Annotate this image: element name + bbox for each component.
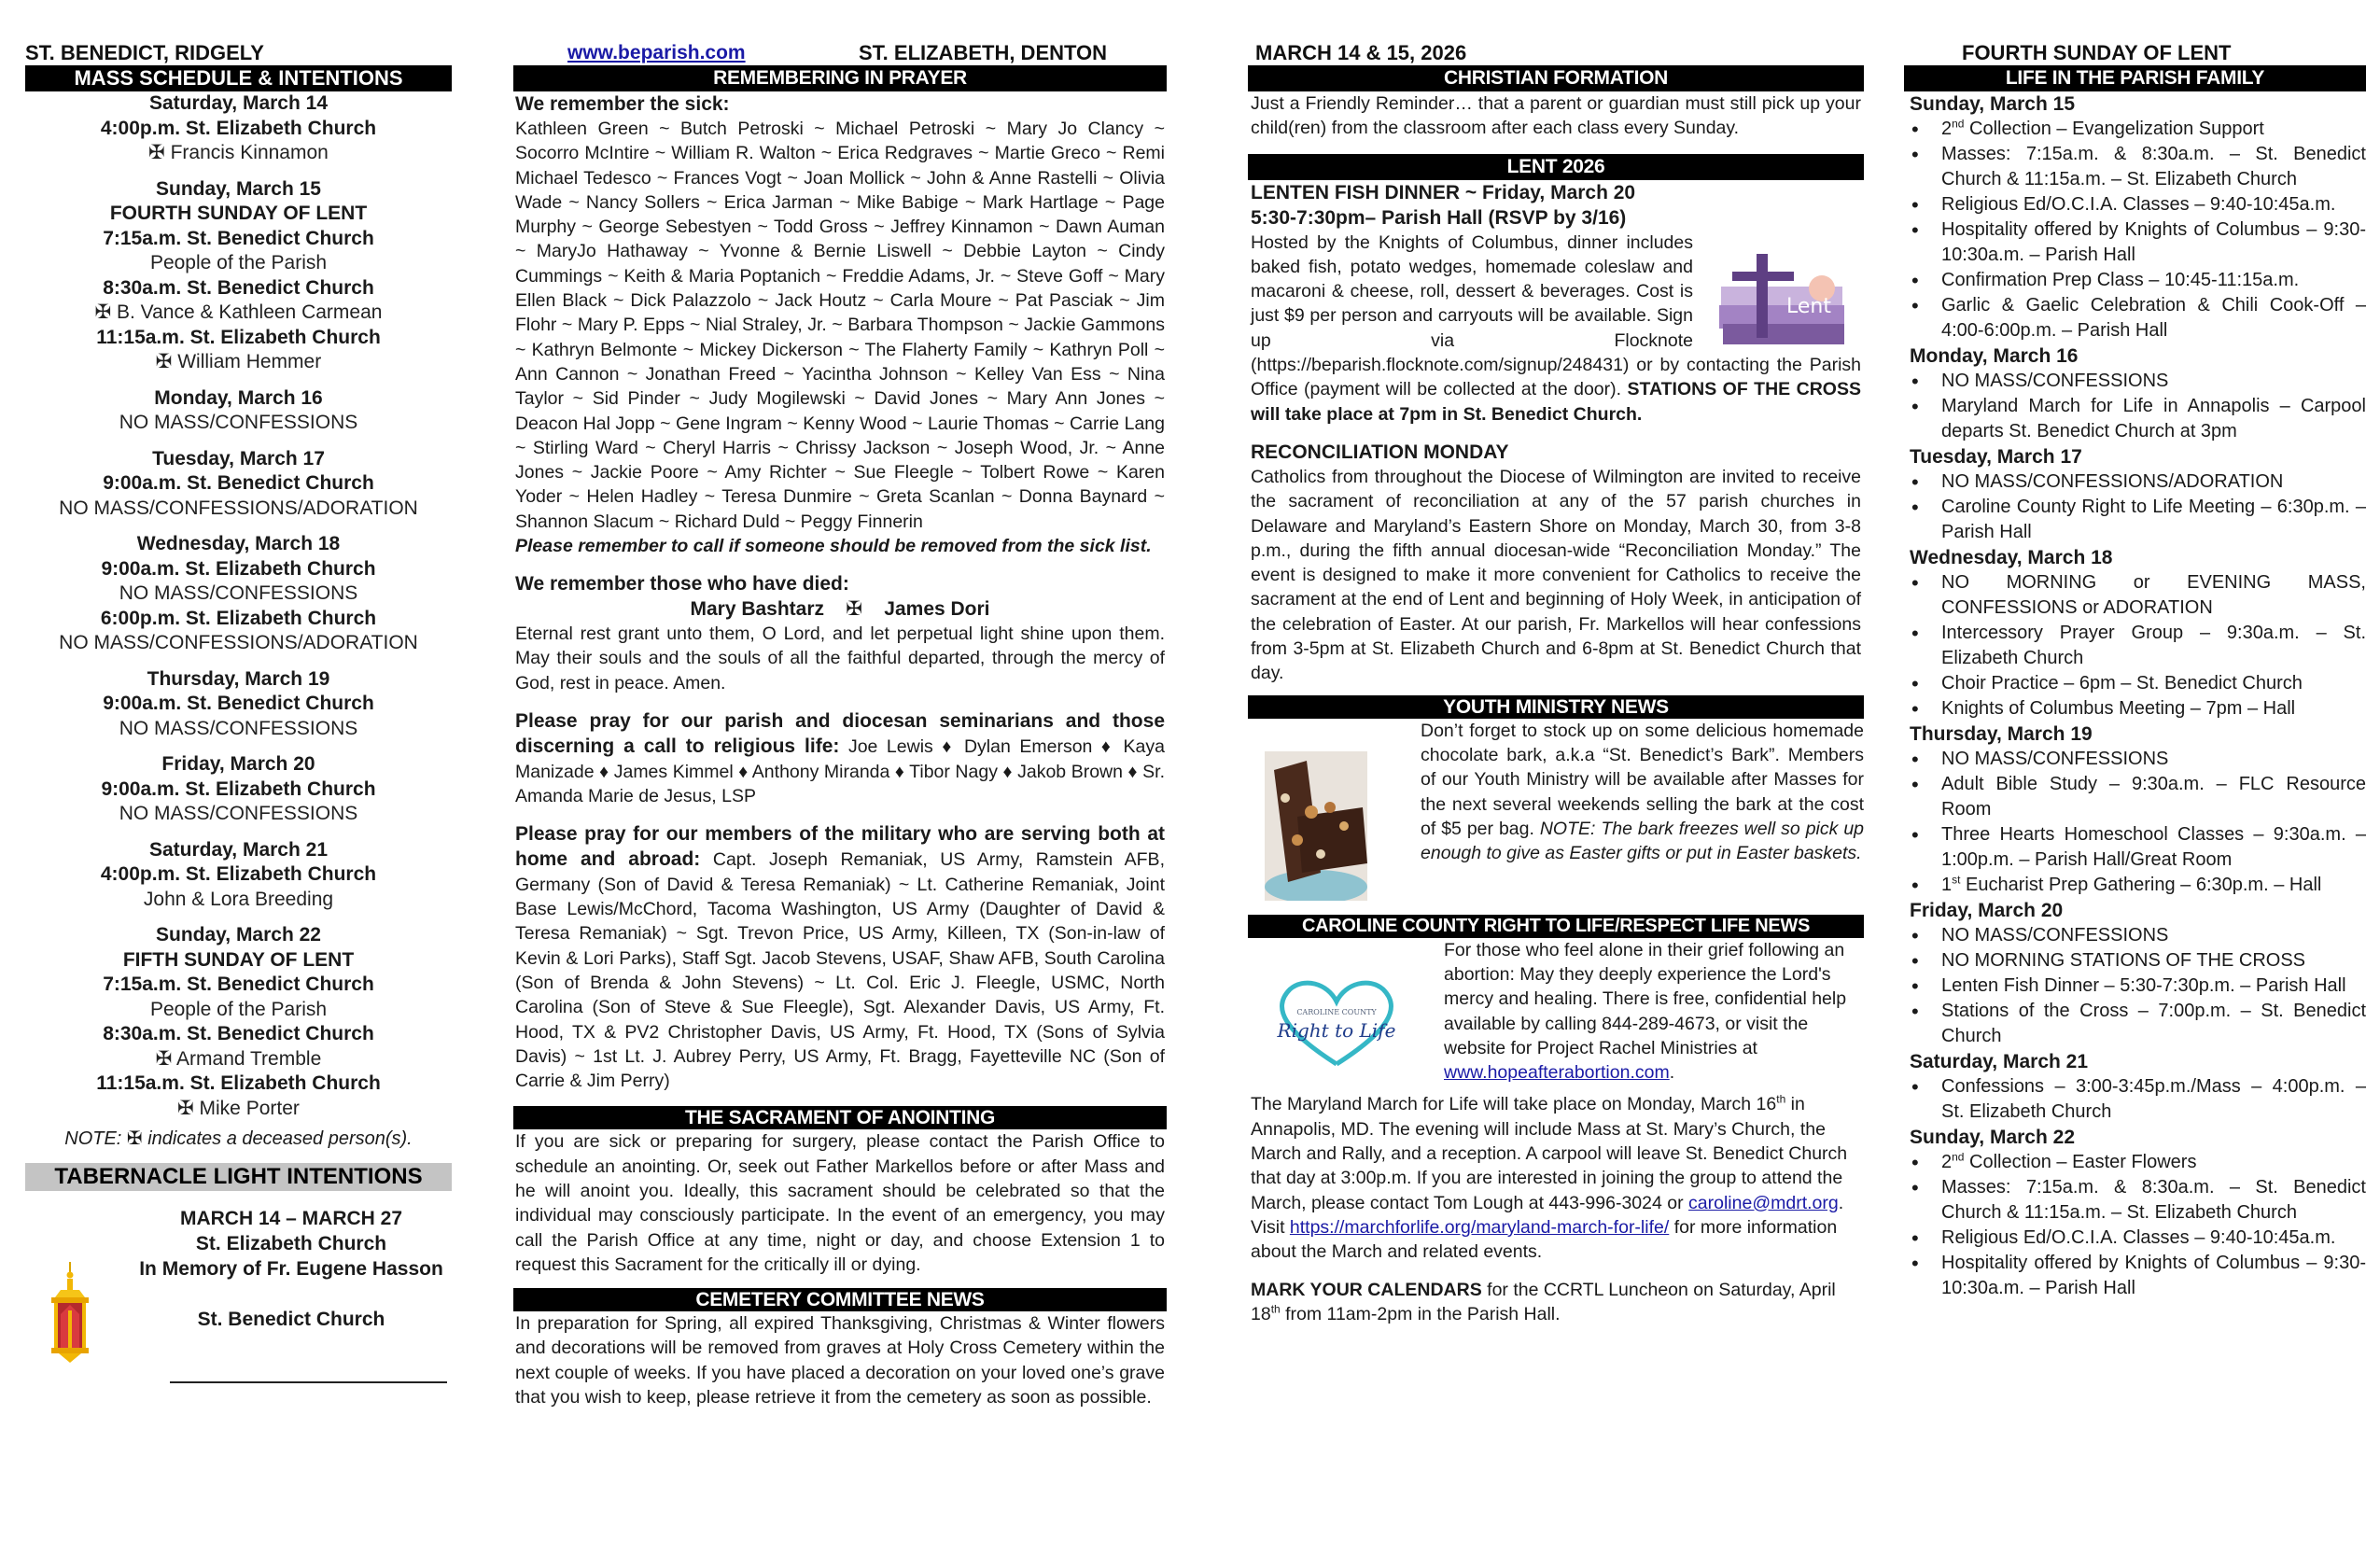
event-item: • Adult Bible Study – 9:30a.m. – FLC Resource Room [1932,772,2366,822]
event-day-heading: Monday, March 16 [1910,345,2079,367]
anointing-heading: THE SACRAMENT OF ANOINTING [513,1106,1167,1129]
stations-notice: STATIONS OF THE CROSS will take place at 7pm in St. Benedict Church. [1251,379,1861,425]
parish-events-list [1904,91,2366,1301]
youth-ministry-heading: YOUTH MINISTRY NEWS [1248,695,1864,719]
sick-heading: We remember the sick: [515,93,730,115]
fish-dinner-heading: LENTEN FISH DINNER ~ Friday, March 20 [1251,181,1636,203]
mass-time: 4:00p.m. St. Elizabeth Church [100,117,377,139]
mass-schedule-list [25,91,452,1121]
event-item: • Religious Ed/O.C.I.A. Classes – 9:40-10:45a.m. [1932,192,2366,217]
cemetery-heading: CEMETERY COMMITTEE NEWS [513,1288,1167,1311]
event-item: • Intercessory Prayer Group – 9:30a.m. – St. Elizabeth Church [1932,621,2366,671]
mass-time: 4:00p.m. St. Elizabeth Church [100,863,377,885]
parish-family-column [1904,0,2366,1301]
schedule-day-title: Tuesday, March 17 [152,447,325,469]
svg-text:Lent: Lent [1786,294,1831,318]
parish-name-denton: ST. ELIZABETH, DENTON [859,41,1108,64]
tabernacle-church-1: St. Elizabeth Church [195,1233,387,1254]
svg-text:CAROLINE COUNTY: CAROLINE COUNTY [1296,1007,1377,1016]
life-in-parish-heading: LIFE IN THE PARISH FAMILY [1904,65,2366,91]
mass-intention: People of the Parish [149,252,328,273]
eternal-rest-prayer: Eternal rest grant unto them, O Lord, and let perpetual light shine upon them. May their souls and the souls of all the faithful departed, through the mercy of God, rest in peace. Amen. [515,623,1165,693]
event-item: • Stations of the Cross – 7:00p.m. – St. Benedict Church [1932,999,2366,1049]
march-for-life-text: The Maryland March for Life will take place on Monday, March 16th in Annapolis, MD. The evening will include Mass at St. Mary’s Church, the March and Rally, and a reception. A carpool will leave St. Benedict Church that day at 3:00p.m. If you are interested in joining the group to attend the March, please contact Tom Lough at 443-996-3024 or caroline@mdrt.org. Visit https://marchforlife.org/maryland-march-for-life/ for more information about the March and related events. [1251,1092,1848,1263]
event-list [1910,469,2366,545]
formation-column [1248,0,1864,1326]
mass-time: 9:00a.m. St. Benedict Church [103,472,374,494]
mass-intention: NO MASS/CONFESSIONS/ADORATION [59,632,418,653]
fish-dinner-time: 5:30-7:30pm– Parish Hall (RSVP by 3/16) [1251,206,1627,229]
fish-dinner-text: Hosted by the Knights of Columbus, dinner includes baked fish, potato wedges, homemade coleslaw and macaroni & cheese, roll, dessert & beverages. Cost is just $9 per person and carryouts will be available. Sign up via Flocknote (https://beparish.flocknote.com/signup/248431) or by contacting the Parish Office (payment will be collected at the door). STATIONS OF THE CROSS will take place at 7pm in St. Benedict Church. [1251,231,1861,425]
mass-intention: ✠ Francis Kinnamon [148,142,329,163]
schedule-day [25,752,452,827]
event-list [1910,369,2366,444]
tabernacle-section [25,1204,452,1391]
event-item: • Knights of Columbus Meeting – 7pm – Hall [1932,696,2366,721]
mass-time: 9:00a.m. St. Elizabeth Church [101,557,376,580]
event-item: • Masses: 7:15a.m. & 8:30a.m. – St. Benedict Church & 11:15a.m. – St. Elizabeth Church [1932,1175,2366,1226]
event-item: • Choir Practice – 6pm – St. Benedict Church [1932,671,2366,696]
tabernacle-intention-1: In Memory of Fr. Eugene Hasson [139,1258,443,1280]
schedule-day [25,386,452,436]
liturgical-sunday-label: FOURTH SUNDAY OF LENT [1962,41,2232,64]
mass-time: 6:00p.m. St. Elizabeth Church [100,607,377,629]
schedule-day [25,532,452,656]
event-day-heading: Sunday, March 15 [1910,93,2076,115]
mass-intention: NO MASS/CONFESSIONS/ADORATION [59,497,418,519]
event-item: • Caroline County Right to Life Meeting – 6:30p.m. – Parish Hall [1932,495,2366,545]
christian-formation-heading: CHRISTIAN FORMATION [1248,65,1864,91]
remembering-column [513,0,1167,1409]
event-day-heading: Saturday, March 21 [1910,1051,2089,1072]
seminarians-heading: Please pray for our parish and diocesan seminarians and those discerning a call to religious life: [515,709,1165,758]
mass-intention: NO MASS/CONFESSIONS [119,803,358,824]
mass-intention: ✠ B. Vance & Kathleen Carmean [94,301,383,323]
mass-time: 8:30a.m. St. Benedict Church [103,276,374,299]
tabernacle-dates: MARCH 14 – MARCH 27 [179,1208,403,1229]
sick-list: Kathleen Green ~ Butch Petroski ~ Michael Petroski ~ Mary Jo Clancy ~ Socorro McIntire ~ William R. Walton ~ Erica Redgraves ~ Martie Greco ~ Remi Michael Tedesco ~ Frances Vogt ~ Joan Mollick ~ John & Anne Rastelli ~ Olivia Wade ~ Nancy Sollers ~ Erica Jarman ~ Mike Babige ~ Mark Hartlage ~ Page Murphy ~ George Sebestyen ~ Todd Gross ~ Jeffrey Kinnamon ~ Dawn Auman ~ MaryJo Hathaway ~ Yvonne & Bernie Liswell ~ Debbie Layton ~ Cindy Cummings ~ Keith & Maria Poptanich ~ Freddie Adams, Jr. ~ Steve Goff ~ Mary Ellen Black ~ Dick Palazzolo ~ Jack Houtz ~ Carla Moure ~ Pat Pasciak ~ Jim Flohr ~ Mary P. Epps ~ Nial Straley, Jr. ~ Barbara Thompson ~ Jackie Gammons ~ Kathryn Belmonte ~ Mickey Dickerson ~ The Flaherty Family ~ Kathryn Poll ~ Ann Cannon ~ Jonathan Freed ~ Yacintha Johnson ~ Kelley Van Ess ~ Nina Taylor ~ Sid Pinder ~ Judy Mogilewski ~ David Jones ~ Mary Ann Jones ~ Deacon Hal Jopp ~ Gene Ingram ~ Kenny Wood ~ Laurie Thomas ~ Carrie Lang ~ Stirling Ward ~ Cheryl Harris ~ Chrissy Jackson ~ Joseph Wood, Jr. ~ Anne Jones ~ Jackie Poore ~ Amy Richter ~ Sue Fleegle ~ Tolbert Rowe ~ Karen Yoder ~ Helen Hadley ~ Teresa Dunmire ~ Greta Scanlan ~ Donna Baynard ~ Shannon Slacum ~ Richard Duld ~ Peggy Finnerin [515,119,1165,532]
mass-schedule-column [25,0,452,1391]
event-item: • NO MASS/CONFESSIONS [1932,923,2366,948]
mass-intention: ✠ Armand Tremble [155,1047,322,1070]
event-item: • Confirmation Prep Class – 10:45-11:15a.m. [1932,268,2366,293]
event-day-heading: Tuesday, March 17 [1910,446,2082,468]
event-item: • NO MASS/CONFESSIONS [1932,369,2366,394]
caroline-email-link[interactable]: caroline@mdrt.org [1688,1192,1839,1213]
lantern-icon [42,1262,98,1365]
youth-ministry-section [1248,719,1864,905]
lent-heading: LENT 2026 [1248,154,1864,180]
event-item: • Maryland March for Life in Annapolis – Carpool departs St. Benedict Church at 3pm [1932,394,2366,444]
event-item: • 2nd Collection – Evangelization Support [1932,117,2366,142]
mass-time: 11:15a.m. St. Elizabeth Church [96,1072,381,1094]
sick-list-note: Please remember to call if someone should be removed from the sick list. [515,536,1152,557]
event-day-heading: Thursday, March 19 [1910,723,2093,745]
tabernacle-blank-line [170,1381,447,1383]
youth-ministry-text: Don’t forget to stock up on some delicious homemade chocolate bark, a.k.a “St. Benedict’s Bark”. Members of our Youth Ministry will be available after Masses for the next several weekends selling the bark at the cost of $5 per bag. NOTE: The bark freezes well so pick up enough to give as Easter gifts or put in Easter baskets. [1421,720,1865,864]
mass-intention: John & Lora Breeding [143,888,334,910]
schedule-day-title: Saturday, March 21 [148,838,329,861]
died-heading: We remember those who have died: [515,573,849,595]
schedule-day [25,177,452,375]
seminarians-paragraph [515,708,1165,808]
event-item: • Garlic & Gaelic Celebration & Chili Cook-Off – 4:00-6:00p.m. – Parish Hall [1932,293,2366,343]
schedule-day-title: Thursday, March 19 [147,667,330,690]
military-heading: Please pray for our members of the military who are serving both at home and abroad: [515,823,1165,871]
right-to-life-section [1248,938,1864,1086]
military-paragraph [515,821,1165,1093]
event-item: • Religious Ed/O.C.I.A. Classes – 9:40-10:45a.m. [1932,1226,2366,1251]
deceased-note: NOTE: ✠ indicates a deceased person(s). [64,1128,413,1149]
schedule-day-title: Friday, March 20 [161,753,315,775]
svg-text:Right to Life: Right to Life [1277,1018,1396,1042]
died-names: Mary Bashtarz ✠ James Dori [690,598,990,621]
cemetery-text: In preparation for Spring, all expired Thanksgiving, Christmas & Winter flowers and decorations will be removed from graves at Holy Cross Cemetery within the next couple of weeks. If you have placed a decoration on your loved one’s grave that you wish to keep, please retrieve it from the cemetery as soon as possible. [515,1313,1165,1408]
event-list [1910,570,2366,721]
event-day-heading: Sunday, March 22 [1910,1127,2076,1148]
remembering-heading: REMEMBERING IN PRAYER [513,65,1167,91]
bulletin-date: MARCH 14 & 15, 2026 [1255,41,1467,64]
parish-name-ridgely: ST. BENEDICT, RIDGELY [25,41,264,64]
mass-time: 8:30a.m. St. Benedict Church [103,1023,374,1044]
schedule-day-title: Saturday, March 14 [148,92,329,114]
tabernacle-heading: TABERNACLE LIGHT INTENTIONS [25,1163,452,1191]
schedule-day-title: Wednesday, March 18 [136,533,341,554]
ccrtl-luncheon-text: MARK YOUR CALENDARS for the CCRTL Luncheon on Saturday, April 18th from 11am-2pm in the Parish Hall. [1251,1279,1836,1324]
formation-text: Just a Friendly Reminder… that a parent or guardian must still pick up your child(ren) from the classroom after each class every Sunday. [1251,93,1861,139]
right-to-life-logo [1267,975,1407,1069]
anointing-text: If you are sick or preparing for surgery, please contact the Parish Office to schedule an anointing. Or, seek out Father Markellos before or after Mass and he will anoint you. Ideally, this sacrament should be celebrated so that the individual may consciously participate. In the event of an emergency, you may call the Parish Office at any time, night or day, and choose Extension 1 to request this Sacrament for the critically ill or dying. [515,1131,1165,1275]
schedule-day [25,838,452,913]
march-for-life-link[interactable]: https://marchforlife.org/maryland-march-for-life/ [1289,1216,1670,1238]
event-item: • Lenten Fish Dinner – 5:30-7:30p.m. – Parish Hall [1932,974,2366,999]
mass-intention: NO MASS/CONFESSIONS [119,582,358,604]
schedule-day [25,923,452,1121]
event-item: • Confessions – 3:00-3:45p.m./Mass – 4:00p.m. – St. Elizabeth Church [1932,1074,2366,1125]
mass-intention: NO MASS/CONFESSIONS [119,412,358,433]
youth-ministry-note: NOTE: The bark freezes well so pick up enough to give as Easter gifts or put in Easter baskets. [1421,818,1865,864]
reconciliation-heading: RECONCILIATION MONDAY [1251,441,1509,463]
lent-cross-image [1712,249,1852,352]
reconciliation-text: Catholics from throughout the Diocese of Wilmington are invited to receive the sacrament of reconciliation at any of the 57 parish churches in Delaware and Maryland’s Eastern Shore on Monday, March 30, from 3-8 p.m., during the fifth annual diocesan-wide “Reconciliation Monday.” The event is designed to make it more convenient for Catholics to receive the sacrament at the end of Lent and beginning of Holy Week, in anticipation of the celebration of Easter. At our parish, Fr. Markellos will hear confessions from 3-5pm at St. Elizabeth Church and 6-8pm at St. Benedict Church that day. [1251,466,1861,684]
military-list: Capt. Joseph Remaniak, US Army, Ramstein AFB, Germany (Son of David & Teresa Remaniak) ~ Lt. Catherine Remaniak, Joint Base Lewis/McChord, Tacoma Washington, US Army (Daughter of David & Teresa Remaniak) ~ Sgt. Trevon Price, US Army, Killeen, TX (Son-in-law of Kevin & Lori Parks), Staff Sgt. Jacob Stevens, USAF, Shaw AFB, South Carolina (Son of Brenda & John Stevens) ~ Lt. Col. Eric J. Fleegle, USMC, North Carolina (Son of Steve & Sue Fleegle), Sgt. Alexander Davis, US Army, Ft. Hood, TX & PV2 Christopher Davis, US Army, Ft. Hood, TX (Sons of Sylvia Davis) ~ 1st Lt. J. Aubrey Perry, US Army, Ft. Bragg, Fayetteville NC (Son of Carrie & Jim Perry) [515,849,1165,1092]
liturgical-day: FOURTH SUNDAY OF LENT [109,203,368,224]
schedule-day [25,667,452,742]
event-item: • NO MASS/CONFESSIONS [1932,747,2366,772]
mass-time: 7:15a.m. St. Benedict Church [103,227,374,249]
seminarians-list: Joe Lewis ♦ Dylan Emerson ♦ Kaya Manizade ♦ James Kimmel ♦ Anthony Miranda ♦ Tibor Nagy ♦ Jakob Brown ♦ Sr. Amanda Marie de Jesus, LSP [515,736,1165,806]
event-item: • NO MORNING or EVENING MASS, CONFESSIONS or ADORATION [1932,570,2366,621]
mass-intention: NO MASS/CONFESSIONS [119,717,358,739]
schedule-day-title: Monday, March 16 [154,386,323,409]
event-list [1910,747,2366,898]
event-list [1910,923,2366,1049]
hope-after-abortion-link[interactable]: www.hopeafterabortion.com [1444,1062,1670,1084]
mass-intention: ✠ William Hemmer [155,351,322,372]
event-list [1910,1150,2366,1301]
mass-time: 11:15a.m. St. Elizabeth Church [96,326,381,348]
schedule-day [25,91,452,166]
liturgical-day: FIFTH SUNDAY OF LENT [122,948,355,971]
event-list [1910,117,2366,343]
event-item: • 1st Eucharist Prep Gathering – 6:30p.m. – Hall [1932,873,2366,898]
schedule-day-title: Sunday, March 15 [155,177,321,200]
mass-time: 7:15a.m. St. Benedict Church [103,974,374,995]
event-item: • Hospitality offered by Knights of Columbus – 9:30-10:30a.m. – Parish Hall [1932,217,2366,268]
schedule-day [25,447,452,522]
mass-intention: ✠ Mike Porter [177,1097,300,1119]
tabernacle-church-2: St. Benedict Church [197,1309,385,1330]
right-to-life-text: For those who feel alone in their grief following an abortion: May they deeply experience the Lord's mercy and healing. There is free, confidential help available by calling 844-289-4673, or visit the website for Project Rachel Ministries at www.hopeafterabortion.com. [1444,939,1847,1084]
mass-time: 9:00a.m. St. Elizabeth Church [101,778,376,800]
mass-intention: People of the Parish [149,998,328,1020]
event-item: • Three Hearts Homeschool Classes – 9:30a.m. – 1:00p.m. – Parish Hall/Great Room [1932,822,2366,873]
parish-website-link[interactable]: www.beparish.com [567,42,746,63]
chocolate-bark-image [1265,751,1367,901]
event-item: • NO MORNING STATIONS OF THE CROSS [1932,948,2366,974]
event-item: • Masses: 7:15a.m. & 8:30a.m. – St. Benedict Church & 11:15a.m. – St. Elizabeth Church [1932,142,2366,192]
event-day-heading: Friday, March 20 [1910,900,2064,921]
schedule-day-title: Sunday, March 22 [155,924,321,946]
mass-schedule-heading: MASS SCHEDULE & INTENTIONS [25,65,452,91]
event-item: • 2nd Collection – Easter Flowers [1932,1150,2366,1175]
mass-time: 9:00a.m. St. Benedict Church [103,693,374,714]
event-item: • Hospitality offered by Knights of Columbus – 9:30-10:30a.m. – Parish Hall [1932,1251,2366,1301]
event-list [1910,1074,2366,1125]
right-to-life-heading: CAROLINE COUNTY RIGHT TO LIFE/RESPECT LIFE NEWS [1248,915,1864,938]
column2-header [513,41,1167,65]
event-day-heading: Wednesday, March 18 [1910,547,2113,568]
event-item: • NO MASS/CONFESSIONS/ADORATION [1932,469,2366,495]
